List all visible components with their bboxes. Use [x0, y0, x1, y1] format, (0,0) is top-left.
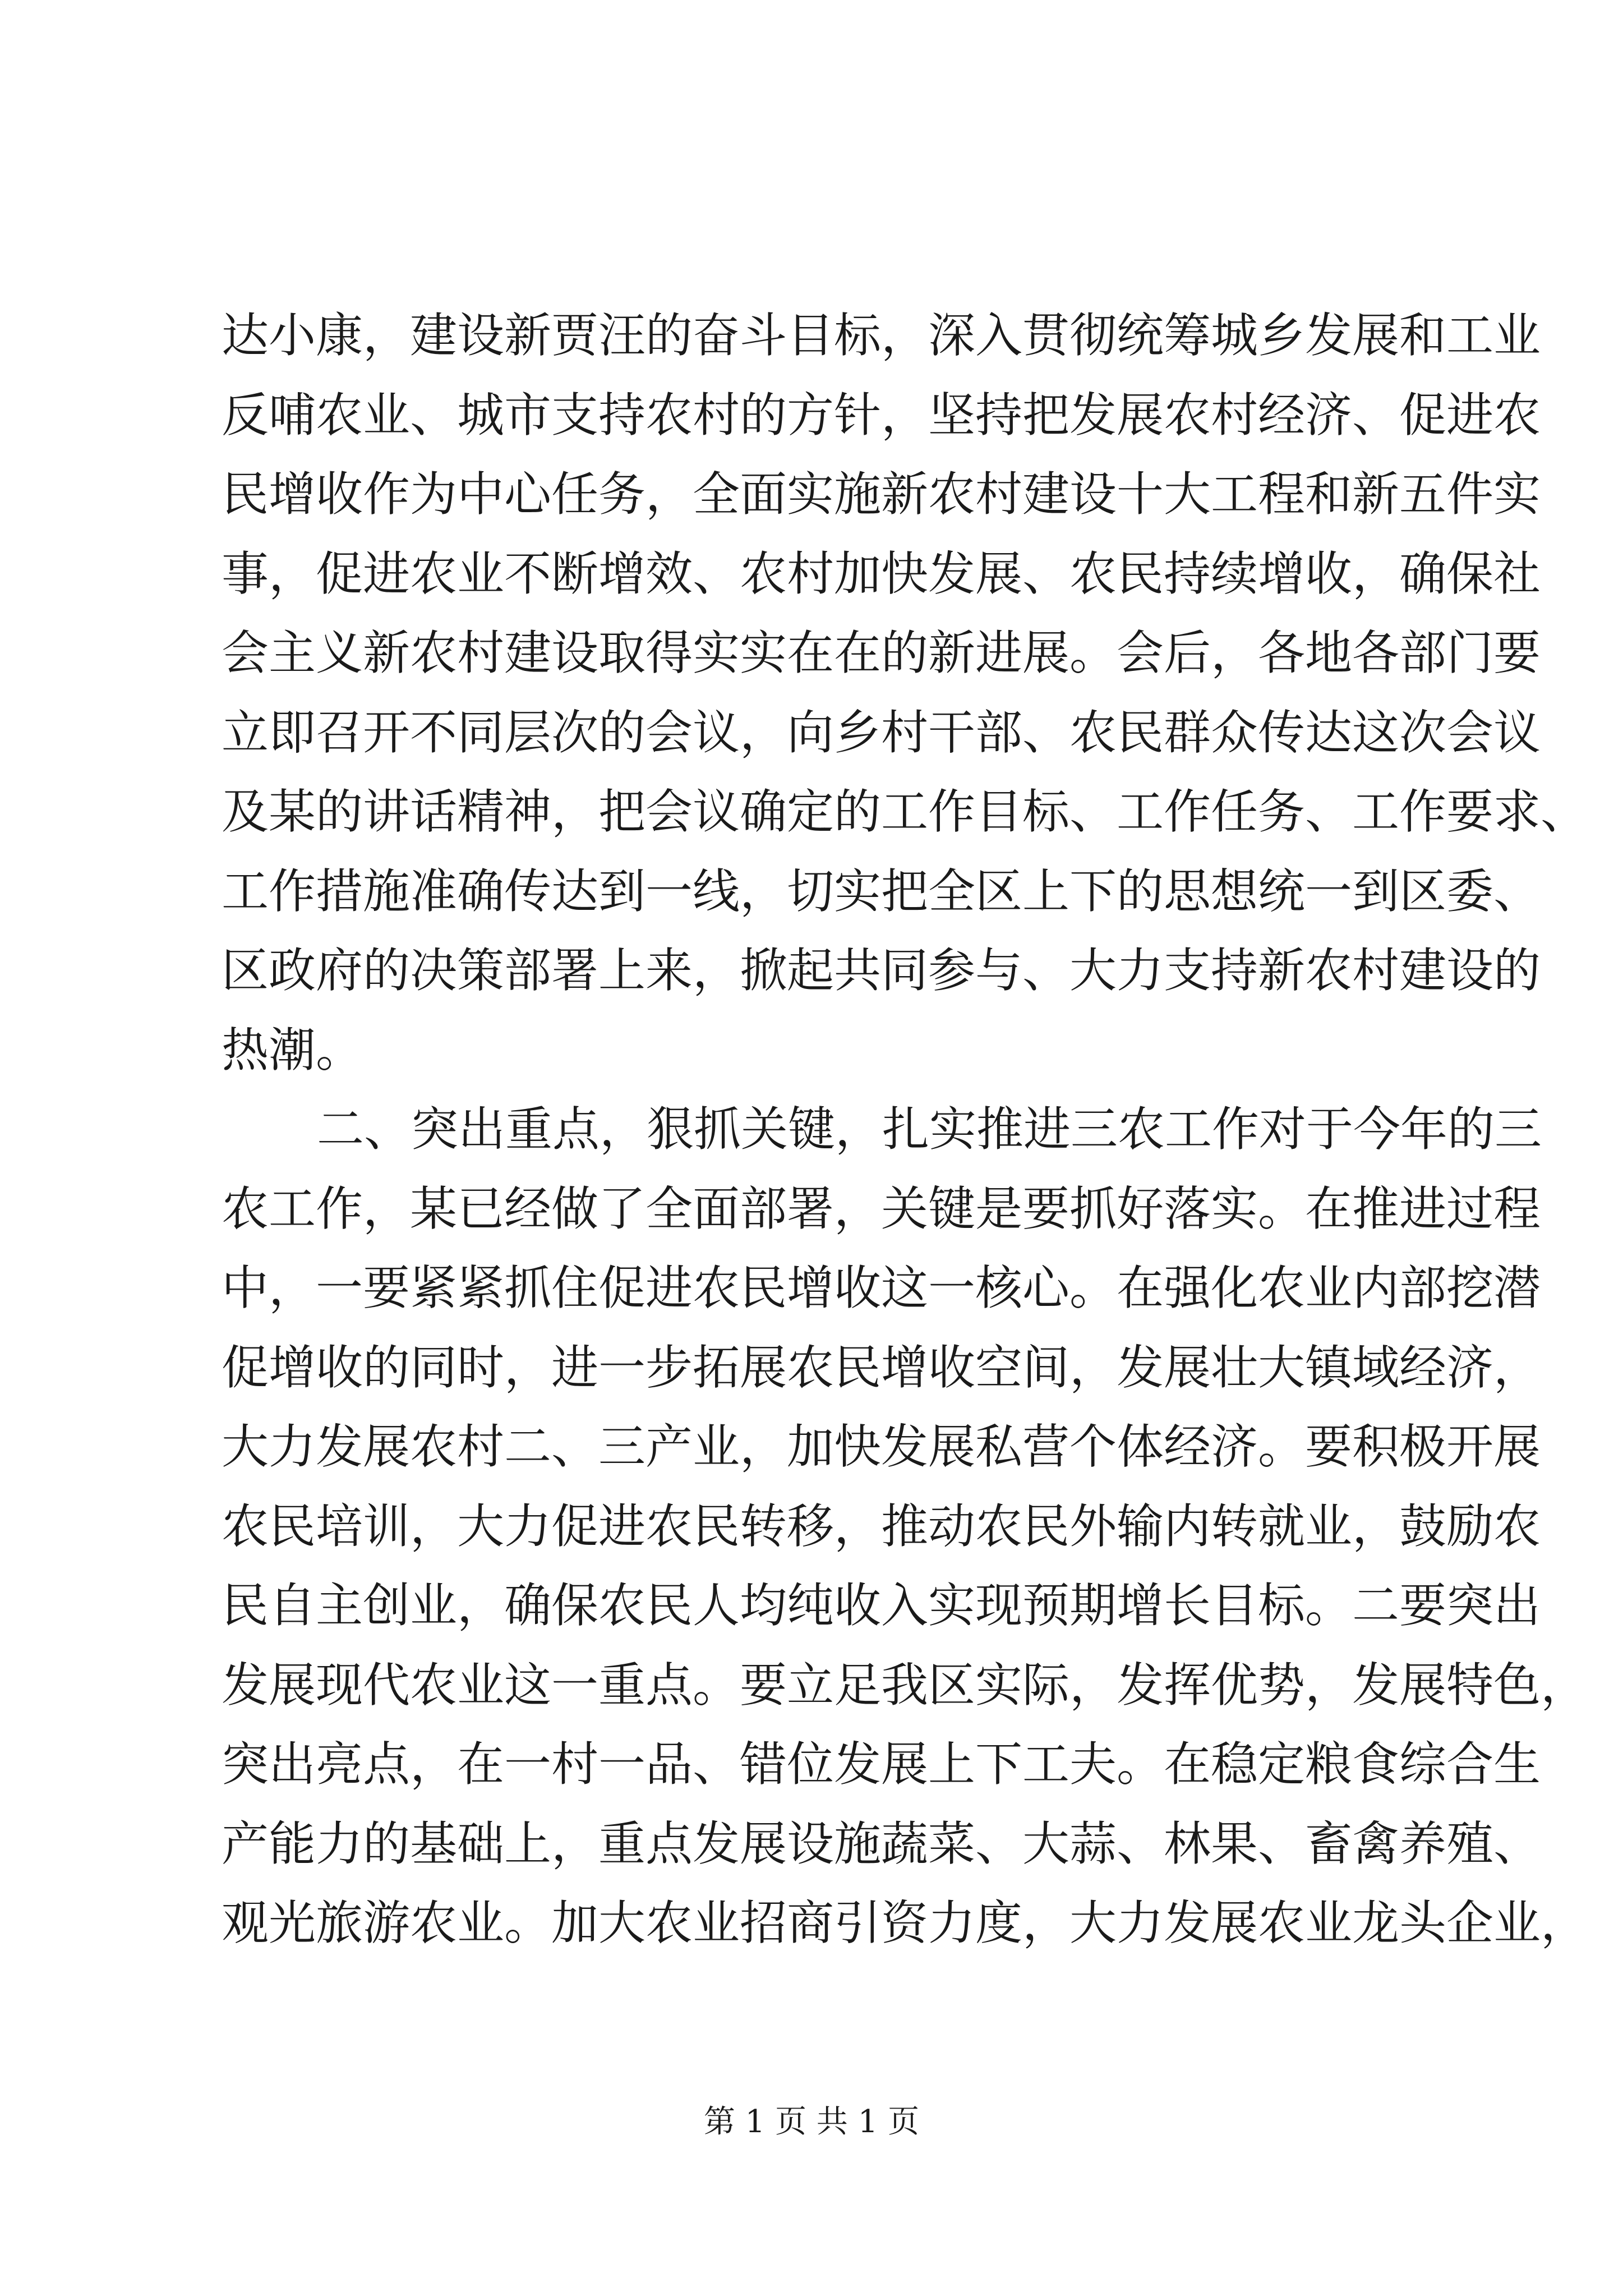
text-line: 民增收作为中心任务，全面实施新农村建设十大工程和新五件实 — [222, 467, 1541, 522]
text-line: 农工作，某已经做了全面部署，关键是要抓好落实。在推进过程 — [222, 1181, 1541, 1236]
text-line: 立即召开不同层次的会议，向乡村干部、农民群众传达这次会议 — [222, 705, 1541, 760]
paragraph-1 — [222, 296, 1588, 1090]
document-body — [222, 296, 1588, 1963]
text-line: 工作措施准确传达到一线，切实把全区上下的思想统一到区委、 — [222, 863, 1541, 919]
text-line: 突出亮点，在一村一品、错位发展上下工夫。在稳定粮食综合生 — [222, 1737, 1541, 1792]
text-line: 大力发展农村二、三产业，加快发展私营个体经济。要积极开展 — [222, 1419, 1541, 1474]
text-line: 民自主创业，确保农民人均纯收入实现预期增长目标。二要突出 — [222, 1578, 1541, 1633]
text-line: 发展现代农业这一重点。要立足我区实际，发挥优势，发展特色， — [222, 1657, 1588, 1713]
text-line: 事，促进农业不断增效、农村加快发展、农民持续增收，确保社 — [222, 546, 1541, 601]
text-line: 达小康，建设新贾汪的奋斗目标，深入贯彻统筹城乡发展和工业 — [222, 308, 1541, 363]
page-footer — [0, 2102, 1623, 2142]
text-line: 观光旅游农业。加大农业招商引资力度，大力发展农业龙头企业， — [222, 1895, 1588, 1950]
text-line: 农民培训，大力促进农民转移，推动农民外输内转就业，鼓励农 — [222, 1498, 1541, 1554]
text-line: 会主义新农村建设取得实实在在的新进展。会后，各地各部门要 — [222, 625, 1541, 680]
text-line: 及某的讲话精神，把会议确定的工作目标、工作任务、工作要求、 — [222, 784, 1588, 839]
text-line: 区政府的决策部署上来，掀起共同参与、大力支持新农村建设的 — [222, 943, 1541, 998]
text-line: 反哺农业、城市支持农村的方针，坚持把发展农村经济、促进农 — [222, 387, 1541, 443]
page-number-label: 第 1 页 共 1 页 — [703, 2104, 920, 2140]
text-line: 中，一要紧紧抓住促进农民增收这一核心。在强化农业内部挖潜 — [222, 1260, 1541, 1315]
text-line: 热潮。 — [222, 1022, 363, 1078]
paragraph-2 — [222, 1090, 1588, 1963]
text-line: 产能力的基础上，重点发展设施蔬菜、大蒜、林果、畜禽养殖、 — [222, 1816, 1541, 1871]
text-line: 促增收的同时，进一步拓展农民增收空间，发展壮大镇域经济， — [222, 1340, 1541, 1395]
text-line: 二、突出重点，狠抓关键，扎实推进三农工作对于今年的三 — [317, 1102, 1542, 1157]
